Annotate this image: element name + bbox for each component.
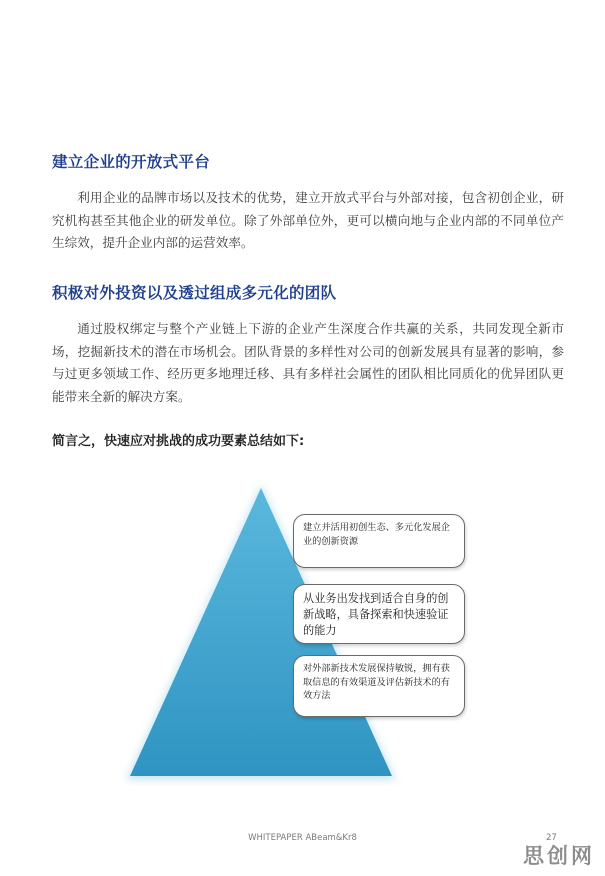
page-number: 27 xyxy=(546,833,557,843)
success-factor-text-3: 对外部新技术发展保持敏锐，拥有获取信息的有效渠道及评估新技术的有效方法 xyxy=(303,663,450,701)
success-factor-text-1: 建立并活用初创生态、多元化发展企业的创新资源 xyxy=(303,522,450,547)
watermark-logo: 思创网 xyxy=(523,844,595,868)
section-body-open-platform: 利用企业的品牌市场以及技术的优势，建立开放式平台与外部对接，包含初创企业，研究机构甚至其他企业的研发单位。除了外部单位外，更可以横向地与企业内部的不同单位产生综效，提升企业内部的运营效率。 xyxy=(52,190,564,250)
section-heading-open-platform: 建立企业的开放式平台 xyxy=(52,153,211,171)
success-factor-box-3 xyxy=(293,655,465,717)
section-body-investment-team: 通过股权绑定与整个产业链上下游的企业产生深度合作共赢的关系，共同发现全新市场，挖掘新技术的潜在市场机会。团队背景的多样性对公司的创新发展具有显著的影响，参与过更多领域工作、经历更多地理迁移、具有多样社会属性的团队相比同质化的优异团队更能带来全新的解决方案。 xyxy=(52,321,564,404)
section-heading-investment-team: 积极对外投资以及透过组成多元化的团队 xyxy=(52,284,337,302)
success-factor-box-2 xyxy=(293,584,465,644)
success-factor-box-1 xyxy=(293,514,465,568)
summary-line: 简言之，快速应对挑战的成功要素总结如下: xyxy=(52,434,305,449)
success-factor-text-2: 从业务出发找到适合自身的创新战略，具备探索和快速验证的能力 xyxy=(303,592,449,637)
footer-text: WHITEPAPER ABeam&Kr8 xyxy=(248,833,357,843)
